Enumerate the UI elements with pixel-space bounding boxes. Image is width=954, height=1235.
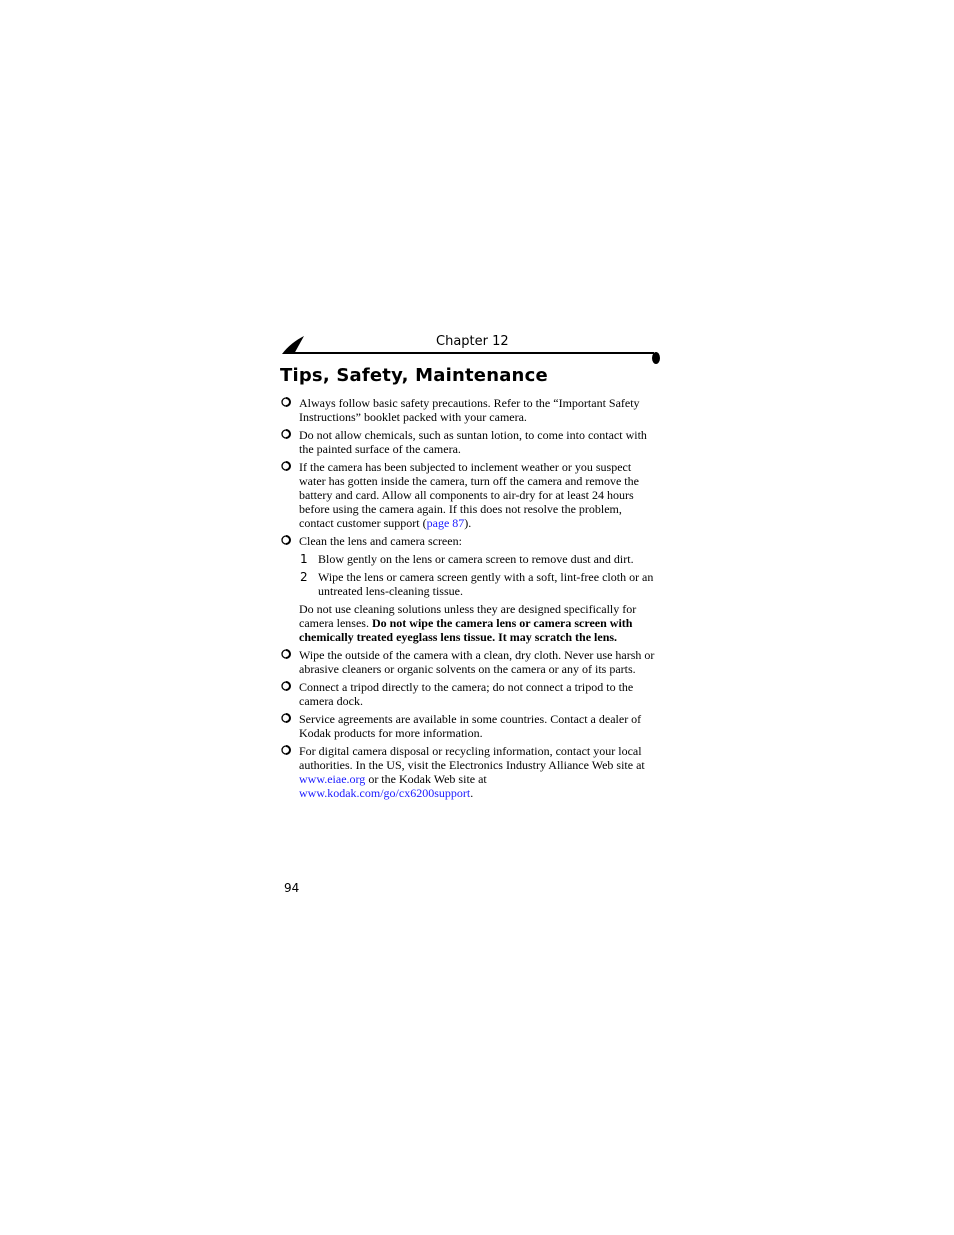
kodak-support-link[interactable]: www.kodak.com/go/cx6200support [299,786,471,800]
list-item-text-mid: or the Kodak Web site at [365,772,487,786]
list-item [281,744,659,800]
list-item-text: If the camera has been subjected to inclement weather or you suspect water has gotten inside the camera, turn off the camera and remove the battery and card. Allow all components to air-dry for at least 24 hours before using the camera again. If this does not resolve the problem, contact customer support ( [299,460,639,530]
page-87-link[interactable]: page 87 [426,516,465,530]
circle-bullet-icon [281,649,291,659]
note-text: Do not use cleaning solutions unless they are designed specifically for camera lenses. [299,602,637,630]
list-item-text: Connect a tripod directly to the camera; do not connect a tripod to the camera dock. [299,680,634,708]
list-item-text: Service agreements are available in some countries. Contact a dealer of Kodak products for more information. [299,712,642,740]
list-item [281,648,659,676]
circle-bullet-icon [281,713,291,723]
list-item-text: Wipe the outside of the camera with a clean, dry cloth. Never use harsh or abrasive cleaners or organic solvents on the camera or any of its parts. [299,648,655,676]
note-warning: Do not wipe the camera lens or camera screen with chemically treated eyeglass lens tissue. It may scratch the lens. [299,616,633,644]
circle-bullet-icon [281,397,291,407]
eiae-link[interactable]: www.eiae.org [299,772,366,786]
list-item [281,680,659,708]
list-item [281,712,659,740]
page-number: 94 [284,881,300,895]
list-item-text: For digital camera disposal or recycling information, contact your local authorities. In the US, visit the Electronics Industry Alliance Web site at [299,744,645,772]
content-area [281,396,659,804]
list-item-text: Do not allow chemicals, such as suntan lotion, to come into contact with the painted surface of the camera. [299,428,647,456]
circle-bullet-icon [281,745,291,755]
list-item [281,534,659,548]
step-item [281,570,659,598]
list-item [281,396,659,424]
circle-bullet-icon [281,461,291,471]
step-item [281,552,659,566]
circle-bullet-icon [281,429,291,439]
list-item-text-end: ). [464,516,472,530]
list-item-text-end: . [470,786,474,800]
list-item [281,428,659,456]
list-item [281,460,659,530]
chapter-label: Chapter 12 [436,334,509,349]
step-number: 1 [300,552,308,566]
circle-bullet-icon [281,535,291,545]
section-title: Tips, Safety, Maintenance [280,365,548,386]
step-text: Wipe the lens or camera screen gently with a soft, lint-free cloth or an untreated lens-cleaning tissue. [318,570,654,598]
list-item-text: Always follow basic safety precautions. Refer to the “Important Safety Instructions” booklet packed with your camera. [299,396,640,424]
cleaning-note [281,602,659,644]
step-number: 2 [300,570,308,584]
step-text: Blow gently on the lens or camera screen to remove dust and dirt. [318,552,634,566]
circle-bullet-icon [281,681,291,691]
list-item-text: Clean the lens and camera screen: [299,534,462,548]
